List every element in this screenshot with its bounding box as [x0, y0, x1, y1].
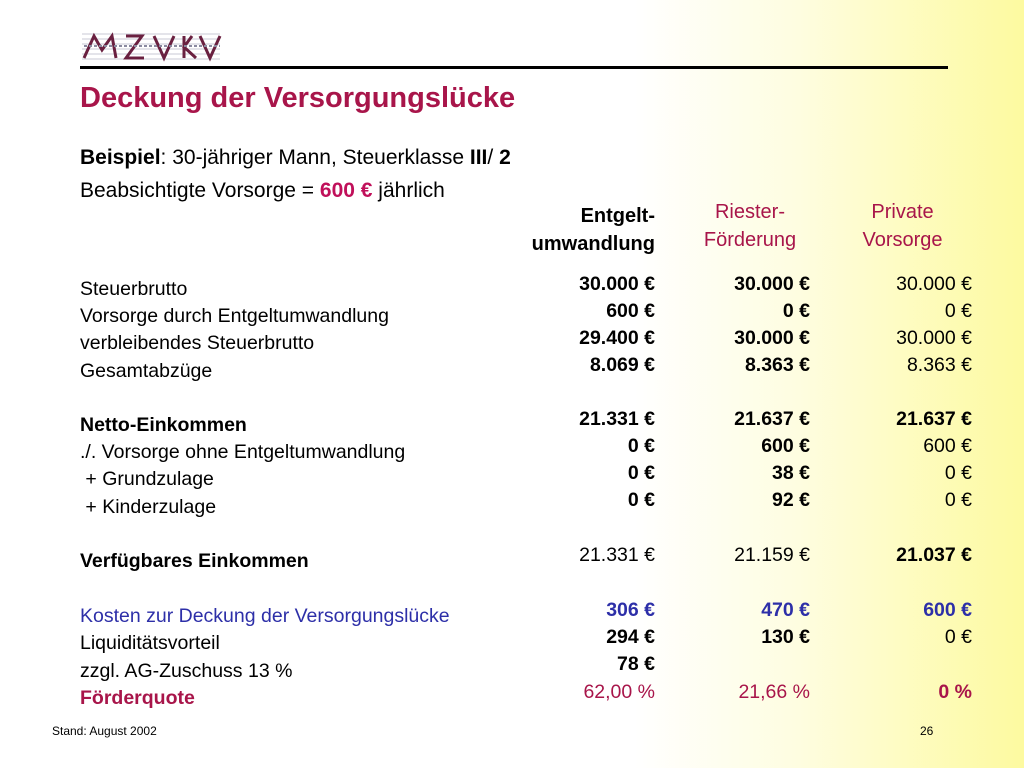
row-label-verbleibendes-steuerbrutto: verbleibendes Steuerbrutto — [80, 332, 315, 354]
column-header-line: umwandlung — [531, 233, 655, 255]
intended-provision-line — [80, 179, 445, 203]
cell-private: 30.000 € — [896, 273, 972, 295]
cell-entgeltumwandlung: 78 € — [617, 653, 655, 675]
intended-provision-text: Beabsichtigte Vorsorge = — [80, 179, 320, 202]
title-rule — [80, 66, 948, 69]
cell-private: 0 € — [944, 462, 972, 484]
intended-provision-suffix: jährlich — [372, 179, 445, 202]
row-label-netto-einkommen: Netto-Einkommen — [80, 414, 247, 436]
cell-riester: 0 € — [782, 300, 810, 322]
cell-entgeltumwandlung: 30.000 € — [579, 273, 655, 295]
tax-class-sep: / — [487, 146, 500, 169]
page-number: 26 — [920, 724, 934, 738]
cell-riester: 30.000 € — [734, 273, 810, 295]
example-label: Beispiel — [80, 146, 161, 169]
column-header-line: Entgelt- — [580, 205, 655, 227]
cell-riester: 21,66 % — [738, 681, 810, 703]
cell-private: 21.037 € — [896, 544, 972, 566]
column-header-entgeltumwandlung — [532, 202, 655, 258]
row-label-ag-zuschuss: zzgl. AG-Zuschuss 13 % — [80, 660, 293, 682]
column-header-line: Riester- — [714, 201, 785, 223]
example-line — [80, 146, 511, 170]
row-label-vorsorge-entgeltumwandlung: Vorsorge durch Entgeltumwandlung — [80, 305, 389, 327]
tax-class: III — [469, 146, 488, 169]
cell-entgeltumwandlung: 0 € — [627, 435, 655, 457]
column-header-riester — [680, 198, 820, 254]
cell-private: 0 % — [938, 681, 972, 703]
example-text: : 30-jähriger Mann, Steuerklasse — [160, 146, 470, 169]
column-header-line: Vorsorge — [862, 229, 943, 251]
cell-entgeltumwandlung: 294 € — [606, 626, 655, 648]
cell-private: 30.000 € — [896, 327, 972, 349]
cell-entgeltumwandlung: 0 € — [627, 489, 655, 511]
cell-entgeltumwandlung: 21.331 € — [579, 544, 655, 566]
cell-entgeltumwandlung: 0 € — [627, 462, 655, 484]
row-label-foerderquote: Förderquote — [80, 687, 195, 709]
column-header-private — [840, 198, 965, 254]
cell-private: 0 € — [944, 489, 972, 511]
cell-private: 0 € — [944, 626, 972, 648]
row-label-kosten-deckung: Kosten zur Deckung der Versorgungslücke — [80, 605, 450, 627]
row-label-gesamtabzuege: Gesamtabzüge — [80, 360, 213, 382]
cell-private: 8.363 € — [906, 354, 972, 376]
cell-entgeltumwandlung: 62,00 % — [583, 681, 655, 703]
cell-riester: 470 € — [761, 599, 810, 621]
cell-riester: 21.637 € — [734, 408, 810, 430]
cell-entgeltumwandlung: 21.331 € — [579, 408, 655, 430]
row-label-kinderzulage: + Kinderzulage — [80, 496, 217, 518]
cell-entgeltumwandlung: 8.069 € — [589, 354, 655, 376]
row-label-vorsorge-ohne-entgeltumwandlung: ./. Vorsorge ohne Entgeltumwandlung — [80, 441, 406, 463]
footer-date: Stand: August 2002 — [52, 724, 157, 738]
cell-entgeltumwandlung: 600 € — [606, 300, 655, 322]
slide-title: Deckung der Versorgungslücke — [80, 82, 516, 114]
tax-class-2: 2 — [499, 146, 511, 169]
row-label-verfuegbares-einkommen: Verfügbares Einkommen — [80, 550, 309, 572]
cell-private: 600 € — [923, 599, 972, 621]
row-label-liquiditaetsvorteil: Liquiditätsvorteil — [80, 632, 220, 654]
cell-riester: 38 € — [772, 462, 810, 484]
cell-private: 600 € — [923, 435, 972, 457]
cell-riester: 130 € — [761, 626, 810, 648]
cell-riester: 92 € — [772, 489, 810, 511]
column-header-line: Private — [871, 201, 934, 223]
intended-provision-amount: 600 € — [319, 179, 373, 202]
row-label-grundzulage: + Grundzulage — [80, 468, 214, 490]
cell-riester: 21.159 € — [734, 544, 810, 566]
column-header-line: Förderung — [703, 229, 797, 251]
kzvk-logo — [80, 30, 222, 63]
cell-entgeltumwandlung: 306 € — [606, 599, 655, 621]
cell-private: 0 € — [944, 300, 972, 322]
cell-riester: 30.000 € — [734, 327, 810, 349]
row-label-steuerbrutto: Steuerbrutto — [80, 278, 188, 300]
cell-riester: 8.363 € — [744, 354, 810, 376]
cell-entgeltumwandlung: 29.400 € — [579, 327, 655, 349]
cell-private: 21.637 € — [896, 408, 972, 430]
cell-riester: 600 € — [761, 435, 810, 457]
